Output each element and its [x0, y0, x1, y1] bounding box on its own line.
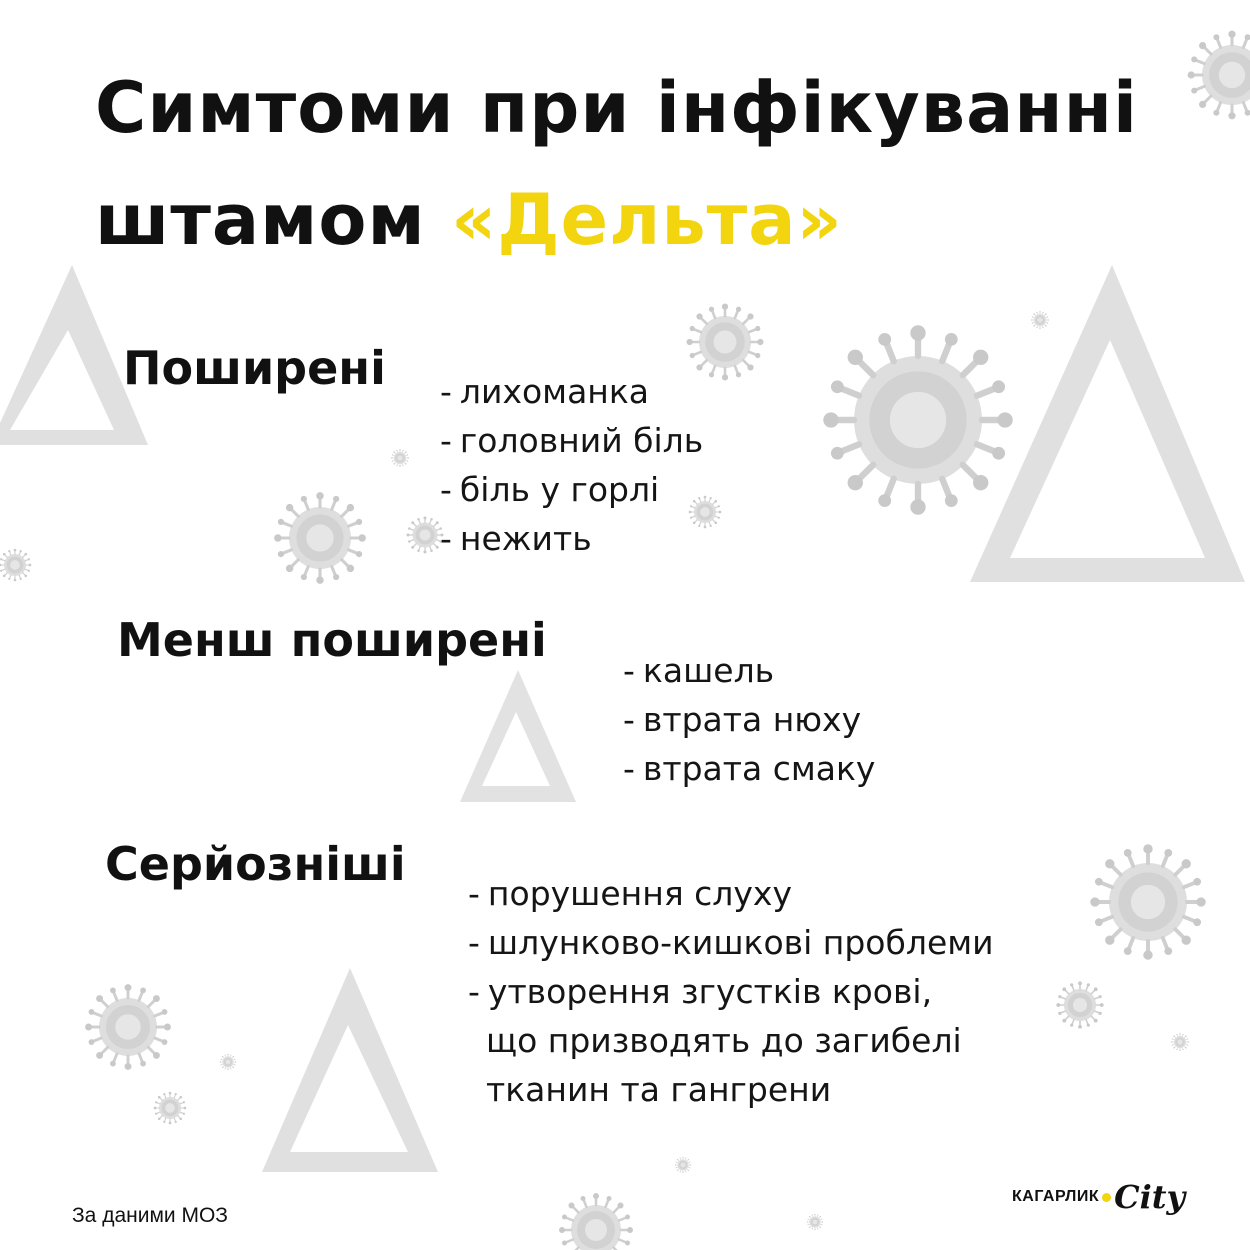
list-marker: -: [440, 421, 452, 460]
section-heading-common: Поширені: [123, 341, 386, 395]
list-item: - втрата нюху: [623, 700, 862, 739]
delta-icon: [262, 968, 438, 1172]
list-item: - кашель: [623, 651, 775, 690]
list-item-continuation: що призводять до загибелі: [486, 1021, 962, 1060]
logo-dot-icon: [1102, 1193, 1111, 1202]
symptom-list-common: [440, 367, 703, 563]
list-marker: -: [623, 651, 635, 690]
list-item: - утворення згустків крові,: [468, 972, 933, 1011]
list-marker: -: [623, 700, 635, 739]
title-line-2-prefix: штамом: [95, 179, 426, 261]
list-marker: -: [468, 874, 480, 913]
list-marker: -: [468, 923, 480, 962]
list-item: - лихоманка: [440, 372, 650, 411]
title-line-1: Симтоми при інфікуванні: [95, 67, 1139, 149]
list-item: - порушення слуху: [468, 874, 792, 913]
list-marker: -: [440, 372, 452, 411]
section-heading-less-common: Менш поширені: [117, 613, 547, 667]
list-item: - нежить: [440, 519, 592, 558]
list-marker: -: [440, 519, 452, 558]
title-accent: «Дельта»: [451, 179, 843, 261]
list-marker: -: [623, 749, 635, 788]
logo-text-prefix: КАГАРЛИК: [1012, 1188, 1100, 1205]
list-item: - біль у горлі: [440, 470, 660, 509]
delta-icon: [460, 670, 576, 802]
list-item: - втрата смаку: [623, 749, 876, 788]
symptom-list-less-common: [623, 646, 875, 793]
list-item: - шлунково-кишкові проблеми: [468, 923, 994, 962]
list-item: - головний біль: [440, 421, 704, 460]
list-item-continuation: тканин та гангрени: [486, 1070, 832, 1109]
section-heading-serious: Серйозніші: [105, 837, 406, 891]
logo-text-suffix: City: [1114, 1178, 1186, 1216]
symptom-list-serious: [468, 869, 994, 1114]
list-marker: -: [468, 972, 480, 1011]
source-note: За даними МОЗ: [72, 1204, 228, 1227]
list-marker: -: [440, 470, 452, 509]
page-title: [95, 52, 1138, 276]
brand-logo: [1012, 1178, 1185, 1216]
